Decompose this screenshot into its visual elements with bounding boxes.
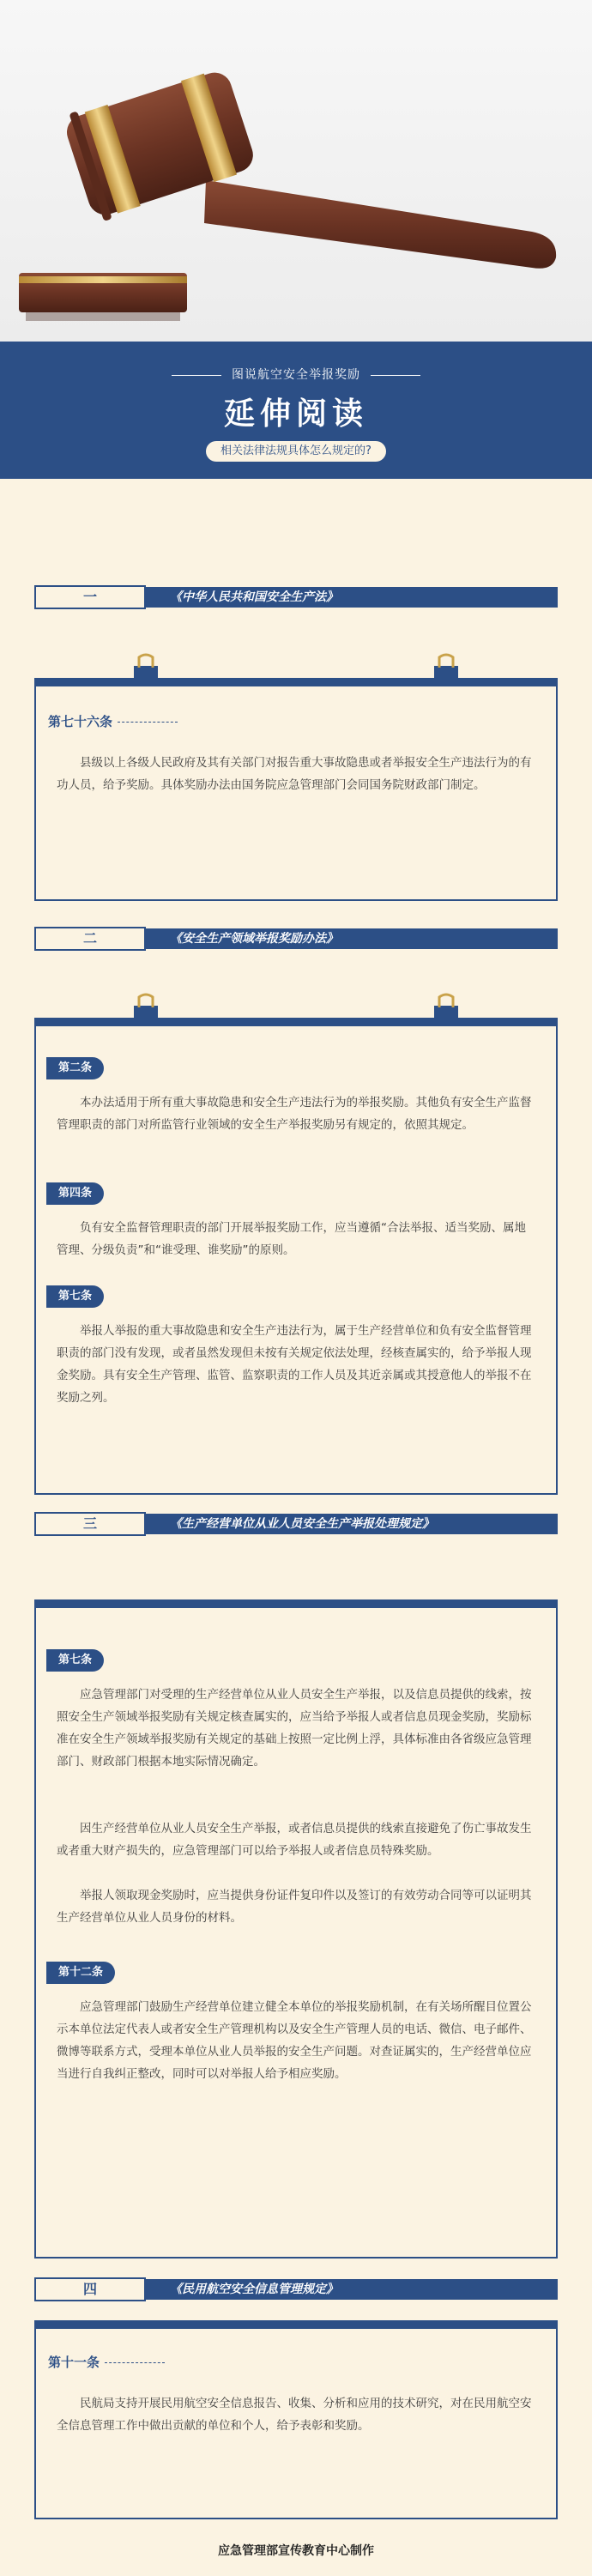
binder-clip-icon xyxy=(429,992,463,1026)
binder-clip-icon xyxy=(129,992,163,1026)
section-3-card xyxy=(34,1599,558,2259)
section-2-title: 《安全生产领域举报奖励办法》 xyxy=(170,932,338,946)
section-4-number: 四 xyxy=(34,2277,146,2301)
section-3-number: 三 xyxy=(34,1512,146,1536)
article-tag: 第七条 xyxy=(46,1285,104,1308)
header-banner xyxy=(0,342,592,479)
banner-subtitle-text: 图说航空安全举报奖励 xyxy=(232,368,360,382)
article-tag xyxy=(48,2353,165,2371)
article-text: 因生产经营单位从业人员安全生产举报，或者信息员提供的线索直接避免了伤亡事故发生或者重大财产损失的，应急管理部门可以给予举报人或者信息员特殊奖励。 xyxy=(57,1822,532,1858)
section-2-number: 二 xyxy=(34,927,146,951)
article-tag: 第七条 xyxy=(46,1649,104,1672)
article-text: 民航局支持开展民用航空安全信息报告、收集、分析和应用的技术研究，对在民用航空安全信息管理工作中做出贡献的单位和个人，给予表彰和奖励。 xyxy=(57,2397,532,2433)
section-1-card xyxy=(34,678,558,901)
section-4-title: 《民用航空安全信息管理规定》 xyxy=(170,2283,338,2296)
article-tag xyxy=(48,712,178,730)
article-text: 本办法适用于所有重大事故隐患和安全生产违法行为的举报奖励。其他负有安全生产监督管理职责的部门对所监管行业领域的安全生产举报奖励另有规定的，依照其规定。 xyxy=(57,1096,532,1132)
banner-pill: 相关法律法规具体怎么规定的? xyxy=(206,441,386,462)
footer-credit: 应急管理部宣传教育中心制作 xyxy=(218,2544,374,2558)
section-2-card xyxy=(34,1018,558,1495)
banner-title: 延伸阅读 xyxy=(223,396,368,432)
article-text: 县级以上各级人民政府及其有关部门对报告重大事故隐患或者举报安全生产违法行为的有功人员，给予奖励。具体奖励办法由国务院应急管理部门会同国务院财政部门制定。 xyxy=(57,756,532,792)
article-text: 举报人领取现金奖励时，应当提供身份证件复印件以及签订的有效劳动合同等可以证明其生产经营单位从业人员身份的材料。 xyxy=(57,1889,532,1925)
binder-clip-icon xyxy=(429,652,463,686)
article-tag-label: 第七十六条 xyxy=(48,714,113,729)
section-3-title: 《生产经营单位从业人员安全生产举报处理规定》 xyxy=(170,1517,434,1531)
gavel-illustration xyxy=(0,0,592,342)
binder-clip-icon xyxy=(129,652,163,686)
article-text: 负有安全监督管理职责的部门开展举报奖励工作，应当遵循“合法举报、适当奖励、属地管理、分级负责”和“谁受理、谁奖励”的原则。 xyxy=(57,1221,526,1257)
article-tag: 第十二条 xyxy=(46,1962,115,1984)
section-1-title: 《中华人民共和国安全生产法》 xyxy=(170,590,338,604)
section-4-card xyxy=(34,2320,558,2519)
section-1-number: 一 xyxy=(34,585,146,609)
article-tag: 第四条 xyxy=(46,1182,104,1205)
article-text: 应急管理部门鼓励生产经营单位建立健全本单位的举报奖励机制，在有关场所醒目位置公示本单位法定代表人或者安全生产管理机构以及安全生产管理人员的电话、微信、电子邮件、微博等联系方式，受理本单位从业人员举报的安全生产问题。对查证属实的，生产经营单位应当进行自我纠正整改，同时可以对举报人给予相应奖励。 xyxy=(57,2000,532,2081)
article-text: 应急管理部门对受理的生产经营单位从业人员安全生产举报，以及信息员提供的线索，按照安全生产领域举报奖励有关规定核查属实的，应当给予举报人或者信息员现金奖励，奖励标准在安全生产领域举报奖励有关规定的基础上按照一定比例上浮，具体标准由各省级应急管理部门、财政部门根据本地实际情况确定。 xyxy=(57,1688,532,1769)
article-text: 举报人举报的重大事故隐患和安全生产违法行为，属于生产经营单位和负有安全监督管理职责的部门没有发现，或者虽然发现但未按有关规定依法处理，经核查属实的，给予举报人现金奖励。具有安全生产管理、监管、监察职责的工作人员及其近亲属或其授意他人的举报不在奖励之列。 xyxy=(57,1324,532,1405)
hero-image xyxy=(0,0,592,342)
article-tag-label: 第十一条 xyxy=(48,2355,100,2370)
banner-subtitle xyxy=(0,366,592,383)
article-tag: 第二条 xyxy=(46,1057,104,1079)
